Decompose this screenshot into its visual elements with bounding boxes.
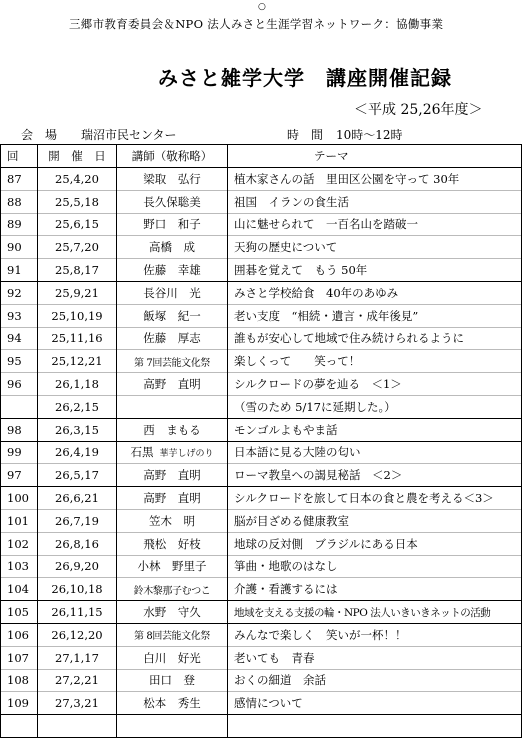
row-number: 91 <box>1 259 38 282</box>
row-lecturer-cell <box>117 441 228 464</box>
row-date: 26,1,18 <box>38 373 117 396</box>
row-number: 104 <box>1 578 38 601</box>
row-date: 26,2,15 <box>38 395 117 418</box>
document-title: みさと雑学大学 講座開催記録 <box>158 66 452 90</box>
table-row <box>1 669 522 692</box>
row-lecturer: 小林 野里子 <box>137 559 207 574</box>
row-number: 93 <box>1 304 38 327</box>
row-number: 103 <box>1 555 38 578</box>
row-lecturer-cell <box>117 601 228 624</box>
table-row <box>1 395 522 418</box>
row-lecturer: 水野 守久 <box>143 605 201 620</box>
row-number: 105 <box>1 601 38 624</box>
row-theme: おくの細道 余話 <box>228 669 522 692</box>
table-row <box>1 555 522 578</box>
table-row <box>1 532 522 555</box>
table-row <box>1 509 522 532</box>
row-theme: シルクロードを旅して日本の食と農を考える＜3＞ <box>228 487 522 510</box>
row-number: 89 <box>1 213 38 236</box>
row-date: 26,9,20 <box>38 555 117 578</box>
row-lecturer: 西 まもる <box>143 422 201 437</box>
row-theme: みんなで楽しく 笑いが一杯！！ <box>228 623 522 646</box>
table-row <box>1 692 522 715</box>
organizer-line: 三郷市教育委員会＆NPO 法人みさと生涯学習ネットワーク：協働事業 <box>69 17 444 31</box>
table-row <box>1 715 522 738</box>
row-number <box>1 395 38 418</box>
row-lecturer: 高野 直明 <box>143 377 201 392</box>
row-lecturer-note: 華芋しげのり <box>159 449 214 460</box>
row-lecturer-cell <box>117 692 228 715</box>
table-row <box>1 168 522 191</box>
table-row <box>1 646 522 669</box>
row-lecturer: 田口 登 <box>149 673 195 688</box>
table-row <box>1 441 522 464</box>
row-number: 90 <box>1 236 38 259</box>
row-lecturer-cell <box>117 168 228 191</box>
row-number: 92 <box>1 281 38 304</box>
table-row <box>1 327 522 350</box>
lecture-record-table <box>0 144 522 738</box>
table-row <box>1 213 522 236</box>
header-theme: テーマ <box>228 145 522 168</box>
row-theme: ローマ教皇への謁見秘話 ＜2＞ <box>228 464 522 487</box>
row-theme: 日本語に見る大陸の匂い <box>228 441 522 464</box>
row-lecturer-cell <box>117 578 228 601</box>
row-lecturer: 長谷川 光 <box>143 285 201 300</box>
row-date: 25,5,18 <box>38 190 117 213</box>
row-lecturer: 第 7回芸能文化祭 <box>134 357 210 369</box>
row-theme: 感情について <box>228 692 522 715</box>
row-date: 25,10,19 <box>38 304 117 327</box>
table-row <box>1 281 522 304</box>
row-lecturer-cell <box>117 715 228 738</box>
row-number <box>1 715 38 738</box>
row-number: 97 <box>1 464 38 487</box>
row-number: 106 <box>1 623 38 646</box>
row-number: 88 <box>1 190 38 213</box>
row-lecturer-cell <box>117 350 228 373</box>
row-lecturer: 梁取 弘行 <box>143 171 201 186</box>
row-theme: （雪のため 5/17に延期した。） <box>228 395 522 418</box>
row-theme: 楽しくって 笑って！ <box>228 350 522 373</box>
row-number: 108 <box>1 669 38 692</box>
row-theme: モンゴルよもやま話 <box>228 418 522 441</box>
time-value: 10時～12時 <box>336 128 403 142</box>
table-row <box>1 350 522 373</box>
header-circle-mark: ○ <box>258 2 266 12</box>
row-theme: 植木家さんの話 里田区公園を守って 30年 <box>228 168 522 191</box>
row-lecturer: 長久保聡美 <box>143 194 201 209</box>
row-lecturer: 飛松 好枝 <box>143 536 201 551</box>
row-lecturer: 野口 和子 <box>143 217 201 232</box>
row-theme: 介護・看護するには <box>228 578 522 601</box>
header-no: 回 <box>1 145 38 168</box>
row-date: 26,6,21 <box>38 487 117 510</box>
row-theme: 誰もが安心して地域で住み続けられるように <box>228 327 522 350</box>
row-lecturer: 松本 秀生 <box>143 696 201 711</box>
table-header-row <box>1 145 522 168</box>
row-date: 25,12,21 <box>38 350 117 373</box>
row-lecturer-cell <box>117 236 228 259</box>
row-lecturer-cell <box>117 487 228 510</box>
row-number: 109 <box>1 692 38 715</box>
row-date: 27,3,21 <box>38 692 117 715</box>
row-date: 26,11,15 <box>38 601 117 624</box>
row-lecturer-cell <box>117 532 228 555</box>
row-lecturer-cell <box>117 555 228 578</box>
row-date: 26,10,18 <box>38 578 117 601</box>
row-number: 102 <box>1 532 38 555</box>
row-number: 98 <box>1 418 38 441</box>
table-row <box>1 236 522 259</box>
row-theme: 山に魅せられて 一百名山を踏破一 <box>228 213 522 236</box>
row-date: 26,12,20 <box>38 623 117 646</box>
row-date: 27,1,17 <box>38 646 117 669</box>
row-lecturer: 佐藤 幸雄 <box>143 263 201 278</box>
row-theme: 老いても 青春 <box>228 646 522 669</box>
row-theme: 囲碁を覚えて もう 50年 <box>228 259 522 282</box>
row-number: 100 <box>1 487 38 510</box>
table-row <box>1 190 522 213</box>
row-lecturer-cell <box>117 373 228 396</box>
table-row <box>1 373 522 396</box>
row-lecturer: 笠木 明 <box>149 513 195 528</box>
row-date: 25,11,16 <box>38 327 117 350</box>
row-lecturer-cell <box>117 418 228 441</box>
row-theme: 祖国 イランの食生活 <box>228 190 522 213</box>
row-lecturer-cell <box>117 281 228 304</box>
row-theme: 老い支度 “相続・遺言・成年後見” <box>228 304 522 327</box>
row-lecturer-cell <box>117 669 228 692</box>
row-theme: 地球の反対側 ブラジルにある日本 <box>228 532 522 555</box>
row-lecturer: 第 8回芸能文化祭 <box>134 631 210 643</box>
row-lecturer-cell <box>117 464 228 487</box>
header-lecturer: 講師（敬称略） <box>117 145 228 168</box>
row-number: 96 <box>1 373 38 396</box>
row-lecturer: 白川 好光 <box>143 650 201 665</box>
table-row <box>1 623 522 646</box>
row-theme: 天狗の歴史について <box>228 236 522 259</box>
table-row <box>1 487 522 510</box>
row-theme: 箏曲・地歌のはなし <box>228 555 522 578</box>
venue-value: 瑞沼市民センター <box>81 128 177 142</box>
table-row <box>1 578 522 601</box>
row-lecturer-cell <box>117 623 228 646</box>
row-date: 26,5,17 <box>38 464 117 487</box>
row-theme: みさと学校給食 40年のあゆみ <box>228 281 522 304</box>
row-lecturer-cell <box>117 259 228 282</box>
row-number: 87 <box>1 168 38 191</box>
row-date: 26,7,19 <box>38 509 117 532</box>
header-date: 開 催 日 <box>38 145 117 168</box>
row-date: 25,6,15 <box>38 213 117 236</box>
time-label: 時 間 <box>287 128 324 142</box>
table-row <box>1 601 522 624</box>
row-date: 26,3,15 <box>38 418 117 441</box>
row-lecturer-cell <box>117 213 228 236</box>
row-lecturer: 高橋 成 <box>149 240 195 255</box>
row-lecturer-cell <box>117 509 228 532</box>
row-lecturer: 飯塚 紀一 <box>143 308 201 323</box>
row-date: 25,9,21 <box>38 281 117 304</box>
row-theme <box>228 715 522 738</box>
row-number: 95 <box>1 350 38 373</box>
row-number: 94 <box>1 327 38 350</box>
row-lecturer-cell <box>117 304 228 327</box>
row-lecturer: 鈴木黎那子むつこ <box>133 585 211 597</box>
row-date <box>38 715 117 738</box>
row-lecturer-cell <box>117 327 228 350</box>
table-row <box>1 418 522 441</box>
row-lecturer: 高野 直明 <box>143 491 201 506</box>
row-lecturer: 高野 直明 <box>143 468 201 483</box>
row-lecturer: 佐藤 厚志 <box>143 331 201 346</box>
row-date: 25,4,20 <box>38 168 117 191</box>
row-number: 101 <box>1 509 38 532</box>
table-row <box>1 304 522 327</box>
table-row <box>1 259 522 282</box>
row-lecturer-cell <box>117 646 228 669</box>
row-date: 26,8,16 <box>38 532 117 555</box>
row-theme: 脳が目ざめる健康教室 <box>228 509 522 532</box>
row-date: 25,8,17 <box>38 259 117 282</box>
row-theme: 地域を支える支援の輪・NPO 法人いきいきネットの活動 <box>228 601 522 624</box>
row-date: 26,4,19 <box>38 441 117 464</box>
row-number: 107 <box>1 646 38 669</box>
row-date: 27,2,21 <box>38 669 117 692</box>
row-lecturer: 石黒 <box>130 445 154 460</box>
row-lecturer-cell <box>117 190 228 213</box>
table-row <box>1 464 522 487</box>
row-date: 25,7,20 <box>38 236 117 259</box>
period-label: ＜平成 25,26年度＞ <box>354 102 483 118</box>
venue-label: 会 場 <box>21 128 58 142</box>
row-theme: シルクロードの夢を辿る ＜1＞ <box>228 373 522 396</box>
row-number: 99 <box>1 441 38 464</box>
row-lecturer-cell <box>117 395 228 418</box>
